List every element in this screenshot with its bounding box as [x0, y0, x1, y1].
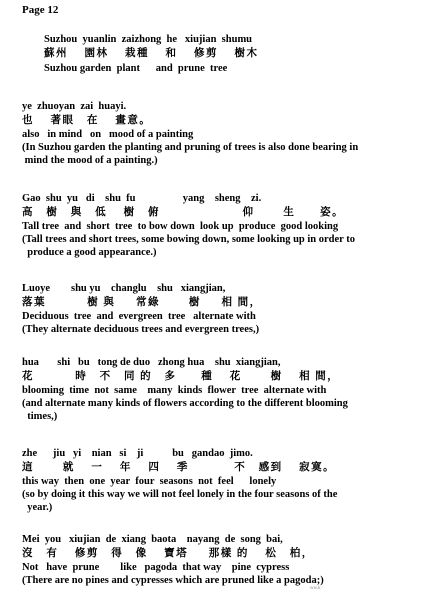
chinese-line: 落葉 樹 與 常綠 樹 相 間， [22, 297, 262, 308]
pinyin-line: Mei you xiujian de xiang baota nayang de song bai, [22, 534, 283, 545]
gloss-line: this way then one year four seasons not feel lonely [22, 476, 277, 487]
translation-line: (In Suzhou garden the planting and pruning of trees is also done bearing in [22, 142, 359, 153]
chinese-line: 沒 有 修剪 得 像 寶塔 那樣 的 松 柏， [22, 548, 314, 559]
gloss-line: Not have prune like pagoda that way pine cypress [22, 562, 290, 573]
chinese-line: 這 就 一 年 四 季 不 感到 寂寞。 [22, 462, 336, 473]
gloss-line: Deciduous tree and evergreen tree alternate with [22, 311, 256, 322]
chinese-line: 也 著眼 在 畫意。 [22, 115, 152, 126]
pinyin-line: Suzhou yuanlin zaizhong he xiujian shumu [44, 34, 253, 45]
translation-line: mind the mood of a painting.) [22, 155, 158, 166]
translation-line: (They alternate deciduous trees and evergreen trees,) [22, 324, 260, 335]
translation-line: year.) [22, 502, 53, 513]
gloss-line: also in mind on mood of a painting [22, 129, 194, 140]
gloss-line: Suzhou garden plant and prune tree [44, 63, 228, 74]
page-title: Page 12 [22, 4, 59, 16]
chinese-line: 高 樹 與 低 樹 俯 仰 生 姿。 [22, 207, 345, 218]
gloss-line: Tall tree and short tree to bow down look up produce good looking [22, 221, 339, 232]
pinyin-line: Luoye shu yu changlu shu xiangjian, [22, 283, 226, 294]
pinyin-line: Gao shu yu di shu fu yang sheng zi. [22, 193, 262, 204]
pinyin-line: zhe jiu yi nian si ji bu gandao jimo. [22, 448, 253, 459]
translation-line: times,) [22, 411, 58, 422]
chinese-line: 蘇州 園林 栽種 和 修剪 樹木 [44, 48, 259, 59]
pinyin-line: ye zhuoyan zai huayi. [22, 101, 127, 112]
translation-line: (and alternate many kinds of flowers according to the different blooming [22, 398, 348, 409]
corner-mark: ww.k [310, 586, 321, 591]
translation-line: (There are no pines and cypresses which are pruned like a pagoda;) [22, 575, 324, 586]
gloss-line: blooming time not same many kinds flower tree alternate with [22, 385, 327, 396]
translation-line: (Tall trees and short trees, some bowing down, some looking up in order to [22, 234, 356, 245]
translation-line: produce a good appearance.) [22, 247, 157, 258]
chinese-line: 花 時 不 同 的 多 種 花 樹 相 間， [22, 371, 340, 382]
translation-line: (so by doing it this way we will not feel lonely in the four seasons of the [22, 489, 338, 500]
pinyin-line: hua shi bu tong de duo zhong hua shu xiangjian, [22, 357, 281, 368]
